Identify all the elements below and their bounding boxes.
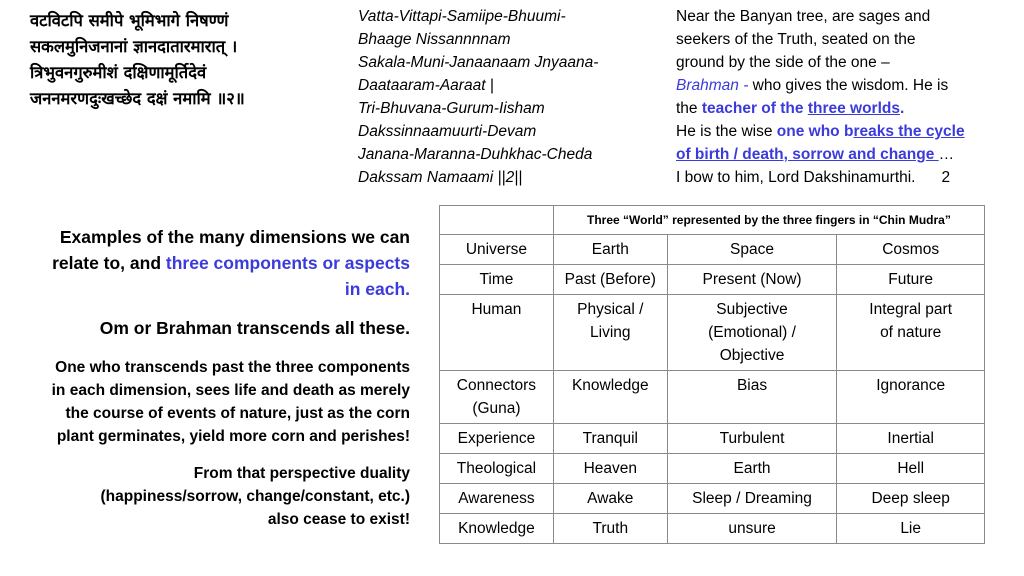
translation-text: I bow to him, Lord Dakshinamurthi.: [676, 169, 916, 186]
cell-text: Knowledge: [458, 520, 535, 537]
cell-text: Universe: [465, 241, 528, 258]
brahman-line: Om or Brahman transcends all these.: [99, 318, 410, 338]
sanskrit-line: जननमरणदुःखच्छेद दक्षं नमामि ॥२॥: [30, 89, 245, 108]
cell-text: Hell: [897, 460, 925, 477]
cell-text: Knowledge: [571, 377, 649, 394]
cell-text: Human: [471, 301, 522, 318]
transcends-line: One who transcends past the three components: [55, 359, 410, 376]
cell-text: Experience: [457, 430, 536, 447]
table-cell: [837, 371, 985, 424]
intro-line: Examples of the many dimensions we can: [59, 227, 410, 247]
dimensions-table: [439, 205, 985, 544]
translation-text: who gives the wisdom. He is: [748, 77, 949, 94]
table-cell: [837, 514, 985, 544]
cell-text: Deep sleep: [871, 490, 950, 507]
three-worlds-link[interactable]: three worlds: [807, 100, 900, 117]
verse-number: 2: [941, 169, 951, 186]
translation-line: seekers of the Truth, seated on the: [676, 31, 916, 48]
sanskrit-line: वटविटपि समीपे भूमिभागे निषण्णं: [30, 11, 229, 30]
cell-text: Space: [730, 241, 774, 258]
table-row: [440, 454, 985, 484]
cell-text: Ignorance: [876, 377, 946, 394]
translation-line: Near the Banyan tree, are sages and: [676, 8, 931, 25]
table-cell: [667, 235, 837, 265]
dimension-name-cell: [440, 235, 554, 265]
cell-text: Truth: [592, 520, 629, 537]
transliteration-line: Sakala-Muni-Janaanaam Jnyaana-: [358, 54, 599, 71]
cell-text: of nature: [880, 324, 942, 341]
dimension-name-cell: [440, 371, 554, 424]
table-cell: [553, 371, 667, 424]
cell-text: Awake: [587, 490, 634, 507]
cell-text: Turbulent: [719, 430, 785, 447]
table-cell: [553, 484, 667, 514]
dimension-name-cell: [440, 514, 554, 544]
translation-line: [676, 74, 1016, 97]
translation-text: .: [899, 100, 905, 117]
transliteration: [358, 5, 658, 189]
translation-line: ground by the side of the one –: [676, 54, 890, 71]
cell-text: Bias: [736, 377, 768, 394]
translation-line: [676, 143, 1016, 166]
table-title: Three “World” represented by the three fingers in “Chin Mudra”: [553, 206, 984, 235]
table-cell: [837, 424, 985, 454]
table-cell: [553, 295, 667, 371]
cell-text: Physical /: [577, 301, 644, 318]
table-cell: [667, 295, 837, 371]
translation-line: [676, 166, 1016, 189]
cell-text: Past (Before): [564, 271, 656, 288]
cell-text: Cosmos: [882, 241, 940, 258]
transliteration-line: Daataaram-Aaraat |: [358, 77, 494, 94]
table-row: [440, 484, 985, 514]
teacher-highlight: teacher of the: [701, 100, 808, 117]
cell-text: unsure: [728, 520, 776, 537]
table-cell: [553, 265, 667, 295]
intro-line: in each.: [344, 279, 410, 299]
cell-text: Subjective: [716, 301, 788, 318]
translation: [676, 5, 1016, 189]
cell-text: Tranquil: [582, 430, 639, 447]
breaks-cycle-highlight: one who b: [776, 123, 854, 140]
table-cell: [667, 514, 837, 544]
translation-text: He is the wise: [676, 123, 777, 140]
table-cell: [837, 454, 985, 484]
cell-text: Future: [888, 271, 934, 288]
cell-text: Earth: [733, 460, 771, 477]
table-cell: [553, 235, 667, 265]
table-cell: [667, 484, 837, 514]
cell-text: (Guna): [472, 400, 521, 417]
transcends-paragraph: [20, 356, 410, 448]
transliteration-line: Vatta-Vittapi-Samiipe-Bhuumi-: [358, 8, 566, 25]
table-cell: [667, 424, 837, 454]
cell-text: Present (Now): [702, 271, 802, 288]
table-cell: [667, 265, 837, 295]
cell-text: Time: [479, 271, 514, 288]
transcends-line: plant germinates, yield more corn and perishes!: [56, 428, 410, 445]
brahman-paragraph: [20, 316, 410, 340]
table-cell: [667, 454, 837, 484]
duality-line: (happiness/sorrow, change/constant, etc.): [100, 488, 410, 505]
brahman-highlight: Brahman -: [676, 77, 749, 94]
dimension-name-cell: [440, 424, 554, 454]
transliteration-line: Janana-Maranna-Duhkhac-Cheda: [358, 146, 593, 163]
cell-text: Connectors: [456, 377, 537, 394]
table-row: [440, 265, 985, 295]
translation-text: the: [676, 100, 702, 117]
cell-text: (Emotional) /: [708, 324, 796, 341]
cell-text: Heaven: [583, 460, 638, 477]
dimension-name-cell: [440, 295, 554, 371]
dimension-name-cell: [440, 265, 554, 295]
cell-text: Awareness: [458, 490, 535, 507]
table-body: [440, 235, 985, 544]
dimension-name-cell: [440, 484, 554, 514]
table-cell: [837, 484, 985, 514]
intro-paragraph: [20, 224, 410, 302]
sanskrit-line: त्रिभुवनगुरुमीशं दक्षिणामूर्तिदेवं: [30, 63, 207, 82]
table-cell: [837, 295, 985, 371]
table-header-row: [440, 206, 985, 235]
intro-line: [20, 250, 410, 276]
table-row: [440, 295, 985, 371]
cell-text: Living: [590, 324, 631, 341]
table-row: [440, 371, 985, 424]
transliteration-line: Tri-Bhuvana-Gurum-Iisham: [358, 100, 545, 117]
table-row: [440, 424, 985, 454]
cell-text: Objective: [719, 347, 785, 364]
duality-line: From that perspective duality: [193, 465, 410, 482]
table-cell: [667, 371, 837, 424]
translation-line: [676, 120, 1016, 143]
transliteration-line: Dakssam Namaami ||2||: [358, 169, 523, 186]
translation-line: [676, 97, 1016, 120]
table-row: [440, 514, 985, 544]
table-cell: [837, 235, 985, 265]
sanskrit-verse: [30, 8, 330, 112]
birth-death-link[interactable]: of birth / death, sorrow and change: [676, 146, 939, 163]
transcends-line: the course of events of nature, just as the corn: [65, 405, 410, 422]
duality-paragraph: [20, 462, 410, 531]
table-cell: [837, 265, 985, 295]
cell-text: Inertial: [887, 430, 934, 447]
intro-text: relate to, and: [52, 253, 166, 273]
transliteration-line: Bhaage Nissannnnam: [358, 31, 511, 48]
cell-text: Sleep / Dreaming: [692, 490, 812, 507]
dimension-name-cell: [440, 454, 554, 484]
translation-text: …: [938, 146, 955, 163]
duality-line: also cease to exist!: [267, 511, 410, 528]
table-corner-cell: [440, 206, 554, 235]
breaks-cycle-link[interactable]: reaks the cycle: [853, 123, 965, 140]
sanskrit-line: सकलमुनिजनानां ज्ञानदातारमारात् ।: [30, 37, 238, 56]
transliteration-line: Dakssinnaamuurti-Devam: [358, 123, 537, 140]
table-row: [440, 235, 985, 265]
cell-text: Theological: [456, 460, 537, 477]
components-highlight: three components or aspects: [165, 253, 410, 273]
table-cell: [553, 514, 667, 544]
table-cell: [553, 424, 667, 454]
table-cell: [553, 454, 667, 484]
cell-text: Earth: [591, 241, 629, 258]
cell-text: Lie: [900, 520, 921, 537]
cell-text: Integral part: [869, 301, 953, 318]
transcends-line: in each dimension, sees life and death as merely: [51, 382, 410, 399]
